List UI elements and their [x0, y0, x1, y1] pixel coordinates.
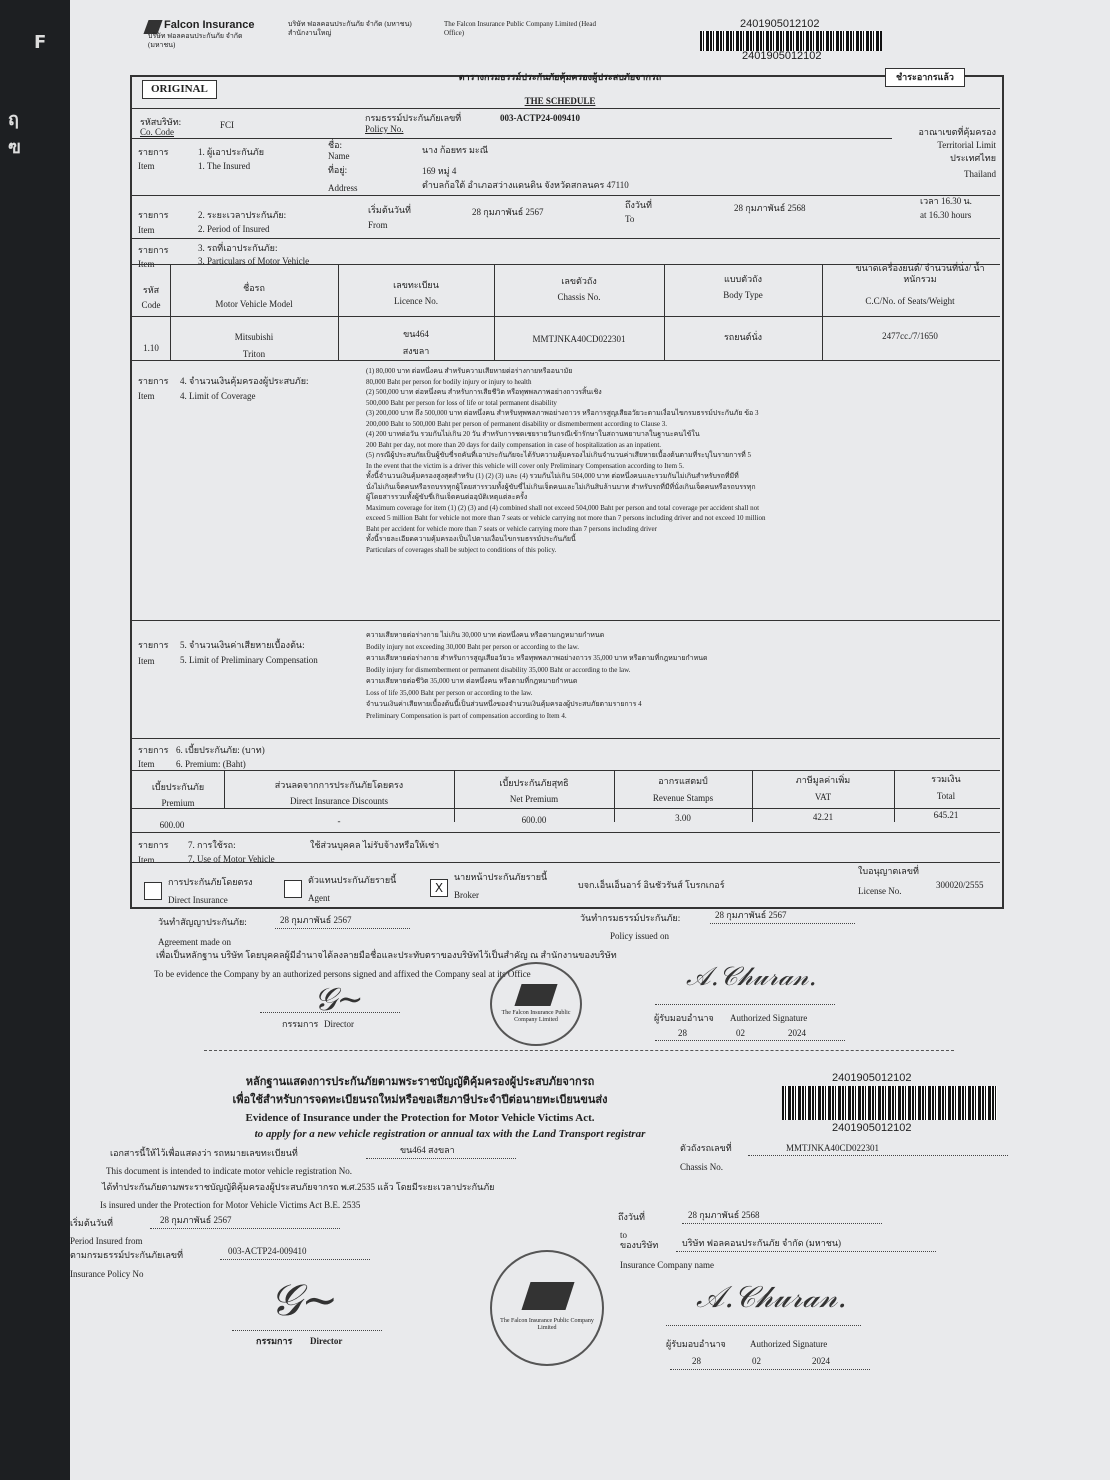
vehicle-header-chassis-thai: เลขตัวถัง — [561, 276, 597, 286]
vehicle-header-chassis: Chassis No. — [557, 292, 601, 302]
insured-statement-thai: ได้ทำประกันภัยตามพระราชบัญญัติคุ้มครองผู้ประสบภัยจากรถ พ.ศ.2535 แล้ว โดยมีระยะเวลาประกันภัย — [102, 1182, 495, 1192]
broker-label-thai: นายหน้าประกันภัยรายนี้ — [454, 872, 548, 882]
preliminary-label: 5. Limit of Preliminary Compensation — [180, 655, 318, 665]
evidence-policy-label: Insurance Policy No — [70, 1269, 144, 1279]
agent-checkbox[interactable] — [284, 880, 302, 898]
document-statement-thai: เอกสารนี้ให้ไว้เพื่อแสดงว่า รถหมายเลขทะเบียนที่ — [110, 1148, 298, 1158]
top-barcode-number: 2401905012102 — [742, 50, 822, 62]
preliminary-line: ความเสียหายต่อร่างกาย ไม่เกิน 30,000 บาท ต่อหนึ่งคน หรือตามกฎหมายกำหนด — [366, 631, 605, 639]
agreement-date: 28 กุมภาพันธ์ 2567 — [280, 915, 352, 925]
net-premium-header-thai: เบี้ยประกันภัยสุทธิ — [499, 778, 569, 788]
item-4-label-thai: รายการ — [138, 376, 169, 386]
evidence-director-signature: 𝒢∼ — [270, 1275, 339, 1326]
item-6-label-thai: รายการ — [138, 745, 169, 755]
use-label-thai: 7. การใช้รถ: — [188, 840, 236, 850]
policy-ref-top: 2401905012102 — [740, 18, 820, 30]
territorial-label-thai: อาณาเขตที่คุ้มครอง — [918, 127, 996, 137]
agreement-label: Agreement made on — [158, 937, 231, 947]
stamps-header: Revenue Stamps — [652, 793, 714, 803]
coverage-line: นั่งไม่เกินเจ็ดคนหรือรถบรรทุกผู้โดยสารรวมทั้งผู้ขับขี่ไม่เกินเจ็ดคนและไม่เกินสิบล้านบาท สำหรับรถที่มีที่นั่งเกินเจ็ดคนหรือรถบรรทุก — [366, 482, 756, 491]
premium-label-thai: 6. เบี้ยประกันภัย: (บาท) — [176, 745, 265, 755]
broker-name: บจก.เอ็นเอ็นอาร์ อินชัวรันส์ โบรกเกอร์ — [578, 880, 725, 890]
territorial-value-thai: ประเทศไทย — [950, 153, 996, 163]
evidence-authorized-label-thai: ผู้รับมอบอำนาจ — [666, 1339, 726, 1349]
evidence-from-label: Period Insured from — [70, 1236, 143, 1246]
vehicle-header-spec: C.C/No. of Seats/Weight — [865, 296, 955, 306]
chassis-number: MMTJNKA40CD022301 — [532, 334, 626, 344]
co-code-label: Co. Code — [140, 127, 175, 137]
coverage-line: (2) 500,000 บาท ต่อหนึ่งคน สำหรับการเสียชีวิต หรือทุพพลภาพอย่างถาวรสิ้นเชิง — [366, 388, 602, 396]
item-7-label: Item — [138, 855, 155, 865]
preliminary-details — [366, 630, 996, 722]
co-code-value: FCI — [220, 120, 235, 130]
original-label: ORIGINAL — [142, 80, 217, 99]
vehicle-header-model-thai: ชื่อรถ — [243, 283, 265, 293]
vehicle-header-spec-thai: ขนาดเครื่องยนต์/ จำนวนที่นั่ง/ น้ำหนักรวม — [855, 263, 985, 284]
coverage-line: ทั้งนี้จำนวนเงินคุ้มครองสูงสุดสำหรับ (1) (2) (3) และ (4) รวมกันไม่เกิน 504,000 บาท ต่อหนึ่งคนและรวมกันไม่เกินสำหรับรถที่มีที่ — [366, 472, 739, 480]
evidence-title-en-1: Evidence of Insurance under the Protection for Motor Vehicle Victims Act. — [245, 1112, 595, 1124]
preliminary-line: Loss of life 35,000 Baht per person or according to the law. — [366, 688, 533, 697]
address-label: Address — [328, 183, 358, 193]
stamps-value: 3.00 — [675, 813, 691, 823]
evidence-barcode-number: 2401905012102 — [832, 1122, 912, 1134]
coverage-label-thai: 4. จำนวนเงินคุ้มครองผู้ประสบภัย: — [180, 376, 309, 386]
sign-year: 2024 — [788, 1028, 806, 1038]
item-6-label: Item — [138, 759, 155, 769]
territorial-value: Thailand — [964, 169, 996, 179]
premium-value: 600.00 — [159, 820, 185, 830]
evidence-company-value: บริษัท ฟอลคอนประกันภัย จำกัด (มหาชน) — [682, 1238, 842, 1248]
evidence-authorized-signature: 𝒜.𝒞𝒽𝓊𝓇𝒶𝓃. — [696, 1280, 847, 1315]
discount-value: - — [337, 816, 341, 826]
evidence-to-date: 28 กุมภาพันธ์ 2568 — [688, 1210, 760, 1220]
broker-label: Broker — [454, 890, 479, 900]
item-4-label: Item — [138, 391, 155, 401]
total-header: Total — [936, 791, 956, 801]
evidence-director-label: Director — [310, 1336, 343, 1346]
from-label-thai: เริ่มต้นวันที่ — [368, 205, 411, 215]
net-premium-header: Net Premium — [509, 794, 559, 804]
coverage-line: 80,000 Baht per person for bodily injury or injury to health — [366, 377, 532, 386]
coverage-label: 4. Limit of Coverage — [180, 391, 256, 401]
policy-document — [70, 0, 1110, 1480]
policy-no-label-thai: กรมธรรม์ประกันภัยเลขที่ — [365, 113, 462, 123]
vehicle-header-licence: Licence No. — [394, 296, 438, 306]
from-label: From — [368, 220, 388, 230]
co-code-label-thai: รหัสบริษัท: — [140, 117, 182, 127]
stamp-paid-label: ชำระอากรแล้ว — [885, 68, 965, 87]
evidence-policy-label-thai: ตามกรมธรรม์ประกันภัยเลขที่ — [70, 1250, 184, 1260]
insured-label-thai: 1. ผู้เอาประกันภัย — [198, 147, 264, 157]
director-label: Director — [324, 1019, 354, 1029]
evidence-barcode-number-top: 2401905012102 — [832, 1072, 912, 1084]
preliminary-line: ความเสียหายต่อร่างกาย สำหรับการสูญเสียอวัยวะ หรือทุพพลภาพอย่างถาวร 35,000 บาท หรือตามที่กฎหมายกำหนด — [366, 654, 708, 662]
evidence-sign-day: 28 — [692, 1356, 701, 1366]
premium-label: 6. Premium: (Baht) — [176, 759, 246, 769]
vat-value: 42.21 — [812, 812, 834, 822]
key-thai-1: ฤ — [8, 109, 19, 130]
evidence-statement: To be evidence the Company by an authorized persons signed and affixed the Company seal at its Office — [154, 969, 531, 979]
item-5-label-thai: รายการ — [138, 640, 169, 650]
evidence-company-seal — [490, 1250, 604, 1366]
to-label-thai: ถึงวันที่ — [625, 200, 652, 210]
coverage-line: In the event that the victim is a driver this vehicle will cover only Preliminary Compensation according to Item 5. — [366, 461, 685, 470]
item-2-label-thai: รายการ — [138, 210, 169, 220]
coverage-line: Baht per accident for vehicle more than 7 seats or vehicle carrying more than 7 persons including driver — [366, 524, 657, 533]
sign-day: 28 — [678, 1028, 687, 1038]
coverage-line: 500,000 Baht per person for loss of life or total permanent disability — [366, 398, 557, 407]
vat-header-thai: ภาษีมูลค่าเพิ่ม — [795, 775, 851, 785]
address-thai: บริษัท ฟอลคอนประกันภัย จำกัด (มหาชน) สำนักงานใหญ่ — [288, 20, 412, 37]
evidence-from-label-thai: เริ่มต้นวันที่ — [70, 1218, 113, 1228]
evidence-statement-thai: เพื่อเป็นหลักฐาน บริษัท โดยบุคคลผู้มีอำนาจได้ลงลายมือชื่อและประทับตราของบริษัทไว้เป็นสำคัญ ณ สำนักงานของบริษัท — [156, 950, 617, 960]
evidence-barcode — [782, 1086, 997, 1120]
agreement-label-thai: วันทำสัญญาประกันภัย: — [158, 917, 247, 927]
vehicle-model: Triton — [242, 349, 266, 359]
authorized-label-thai: ผู้รับมอบอำนาจ — [654, 1013, 714, 1023]
preliminary-line: จำนวนเงินค่าเสียหายเบื้องต้นนี้เป็นส่วนหนึ่งของจำนวนเงินคุ้มครองผู้ประสบภัยตามรายการ 4 — [366, 700, 642, 708]
seal-text: The Falcon Insurance Public Company Limited — [501, 1010, 571, 1023]
premium-header: Premium — [161, 798, 195, 808]
item-3-label: Item — [138, 259, 155, 269]
evidence-director-label-thai: กรรมการ — [256, 1336, 293, 1346]
coverage-line: (4) 200 บาทต่อวัน รวมกันไม่เกิน 20 วัน สำหรับการชดเชยรายวันกรณีเข้ารักษาในสถานพยาบาลในฐานะคนไข้ใน — [366, 430, 700, 438]
vehicle-code: 1.10 — [143, 343, 159, 353]
period-label-thai: 2. ระยะเวลาประกันภัย: — [198, 210, 287, 220]
coverage-details — [366, 366, 996, 555]
company-name-thai: บริษัท ฟอลคอนประกันภัย จำกัด (มหาชน) — [148, 32, 243, 49]
coverage-line: Particulars of coverages shall be subject to conditions of this policy. — [366, 545, 557, 554]
net-premium-value: 600.00 — [521, 815, 547, 825]
insured-statement: Is insured under the Protection for Motor Vehicle Victims Act B.E. 2535 — [100, 1200, 361, 1210]
direct-insurance-checkbox[interactable] — [144, 882, 162, 900]
evidence-to-label: to — [620, 1230, 628, 1240]
premium-header-thai: เบี้ยประกันภัย — [151, 782, 205, 792]
key-f: F — [34, 32, 47, 53]
evidence-authorized-label: Authorized Signature — [750, 1339, 828, 1349]
policy-no-value: 003-ACTP24-009410 — [500, 113, 580, 123]
time-english: at 16.30 hours — [920, 210, 972, 220]
evidence-title-thai-2: เพื่อใช้สำหรับการจดทะเบียนรถใหม่หรือขอเสียภาษีประจำปีต่อนายทะเบียนขนส่ง — [232, 1094, 608, 1106]
discount-header: Direct Insurance Discounts — [290, 796, 388, 806]
evidence-from-date: 28 กุมภาพันธ์ 2567 — [160, 1215, 232, 1225]
direct-insurance-label-thai: การประกันภัยโดยตรง — [168, 877, 253, 887]
company-name: Falcon Insurance — [164, 19, 255, 31]
agent-label: Agent — [308, 893, 330, 903]
coverage-line: 200,000 Baht to 500,000 Baht per person of permanent disability or dismemberment according to Clause 3. — [366, 419, 667, 428]
insured-label: 1. The Insured — [198, 161, 251, 171]
total-header-thai: รวมเงิน — [931, 774, 961, 784]
vehicle-header-model: Motor Vehicle Model — [215, 299, 293, 309]
total-value: 645.21 — [933, 810, 959, 820]
document-statement: This document is intended to indicate motor vehicle registration No. — [106, 1166, 352, 1176]
agent-label-thai: ตัวแทนประกันภัยรายนี้ — [308, 875, 397, 885]
from-date: 28 กุมภาพันธ์ 2567 — [472, 207, 544, 217]
evidence-company-label: Insurance Company name — [620, 1260, 714, 1270]
coverage-line: Maximum coverage for item (1) (2) (3) and (4) combined shall not exceed 504,000 Baht per person and total coverage per accident shall not — [366, 503, 760, 512]
director-signature: 𝒢∼ — [314, 980, 364, 1018]
preliminary-line: Bodily injury not exceeding 30,000 Baht per person or according to the law. — [366, 642, 579, 651]
period-label: 2. Period of Insured — [198, 224, 270, 234]
vehicle-header-code: Code — [141, 300, 161, 310]
schedule-title-thai: ตารางกรมธรรม์ประกันภัยคุ้มครองผู้ประสบภัยจากรถ — [458, 72, 662, 82]
issued-label-thai: วันทำกรมธรรม์ประกันภัย: — [580, 913, 681, 923]
evidence-falcon-seal-icon — [521, 1282, 574, 1310]
license-number: 300020/2555 — [936, 880, 984, 890]
vehicle-header-body: Body Type — [723, 290, 763, 300]
coverage-line: (5) กรณีผู้ประสบภัยเป็นผู้ขับขี่รถคันที่เอาประกันภัยจะได้รับความคุ้มครองไม่เกินจำนวนค่าเสียหายเบื้องต้นตามที่ระบุในรายการที่ 5 — [366, 451, 751, 459]
falcon-seal-icon — [514, 984, 557, 1006]
coverage-line: 200 Baht per day, not more than 20 days for daily compensation in case of hospitalization as an inpatient. — [366, 440, 662, 449]
registration-value: ขน464 สงขลา — [400, 1145, 455, 1155]
top-barcode — [700, 31, 882, 51]
licence-province: สงขลา — [402, 346, 430, 356]
stamps-header-thai: อากรแสตมป์ — [658, 776, 708, 786]
use-label: 7. Use of Motor Vehicle — [188, 854, 275, 864]
evidence-company-label-thai: ของบริษัท — [620, 1240, 659, 1250]
evidence-chassis-value: MMTJNKA40CD022301 — [786, 1143, 880, 1153]
vehicle-header-licence-thai: เลขทะเบียน — [393, 280, 439, 290]
address-label-thai: ที่อยู่: — [328, 165, 348, 175]
company-seal — [490, 962, 582, 1046]
vehicle-label-thai: 3. รถที่เอาประกันภัย: — [198, 243, 278, 253]
time-thai: เวลา 16.30 น. — [920, 196, 972, 206]
engine-spec: 2477cc./7/1650 — [882, 331, 938, 341]
sign-month: 02 — [736, 1028, 745, 1038]
to-label: To — [625, 214, 635, 224]
issued-label: Policy issued on — [610, 931, 670, 941]
to-date: 28 กุมภาพันธ์ 2568 — [734, 203, 806, 213]
vehicle-header-code-thai: รหัส — [142, 285, 160, 295]
schedule-title-english: THE SCHEDULE — [524, 96, 596, 106]
evidence-to-label-thai: ถึงวันที่ — [618, 1212, 645, 1222]
preliminary-line: ความเสียหายต่อชีวิต 35,000 บาท ต่อหนึ่งคน หรือตามที่กฎหมายกำหนด — [366, 677, 578, 685]
preliminary-label-thai: 5. จำนวนเงินค่าเสียหายเบื้องต้น: — [180, 640, 305, 650]
key-thai-2: ฃ — [8, 137, 21, 158]
vehicle-label: 3. Particulars of Motor Vehicle — [198, 256, 310, 266]
name-label: Name — [328, 151, 350, 161]
insured-name: นาง ก้อยทร มะณี — [422, 145, 489, 155]
broker-checkbox[interactable]: X — [430, 879, 448, 897]
coverage-line: ทั้งนี้รายละเอียดความคุ้มครองเป็นไปตามเงื่อนไขกรมธรรม์ประกันภัยนี้ — [366, 535, 576, 543]
item-3-label-thai: รายการ — [138, 245, 169, 255]
authorized-signature: 𝒜.𝒞𝒽𝓊𝓇𝒶𝓃. — [686, 962, 817, 992]
chassis-label: Chassis No. — [680, 1162, 724, 1172]
coverage-line: ผู้โดยสารรวมทั้งผู้ขับขี่เกินเจ็ดคนต่ออุบัติเหตุแต่ละครั้ง — [366, 493, 528, 501]
evidence-policy-value: 003-ACTP24-009410 — [228, 1246, 307, 1256]
name-label-thai: ชื่อ: — [328, 140, 343, 150]
discount-header-thai: ส่วนลดจากการประกันภัยโดยตรง — [274, 780, 404, 790]
address-english: The Falcon Insurance Public Company Limited (Head Office) — [444, 20, 597, 37]
license-label-thai: ใบอนุญาตเลขที่ — [858, 866, 919, 876]
policy-no-label: Policy No. — [365, 124, 404, 134]
preliminary-line: Bodily injury for dismemberment or permanent disability 35,000 Baht or according to the law. — [366, 665, 631, 674]
preliminary-line: Preliminary Compensation is part of compensation according to Item 4. — [366, 711, 567, 720]
direct-insurance-label: Direct Insurance — [168, 895, 228, 905]
director-label-thai: กรรมการ — [282, 1019, 319, 1029]
insured-address-2: ตำบลก้อใต้ อำเภอสว่างแดนดิน จังหวัดสกลนคร 47110 — [422, 180, 629, 190]
license-label: License No. — [858, 886, 902, 896]
coverage-line: exceed 5 million Baht for vehicle not more than 7 seats or vehicle carrying not more than 7 persons including driver and not exceed 10 million — [366, 514, 766, 522]
chassis-label-thai: ตัวถังรถเลขที่ — [680, 1143, 732, 1153]
item-7-label-thai: รายการ — [138, 840, 169, 850]
vehicle-make: Mitsubishi — [234, 332, 274, 342]
evidence-seal-text: The Falcon Insurance Public Company Limited — [500, 1318, 594, 1331]
coverage-line: (1) 80,000 บาท ต่อหนึ่งคน สำหรับความเสียหายต่อร่างกายหรืออนามัย — [366, 367, 573, 375]
vat-header: VAT — [814, 792, 832, 802]
evidence-title-en-2: to apply for a new vehicle registration or annual tax with the Land Transport registrar — [254, 1128, 646, 1140]
vehicle-header-body-thai: แบบตัวถัง — [724, 274, 762, 284]
licence-number: ขน464 — [403, 329, 429, 339]
item-1-label: Item — [138, 161, 155, 171]
use-value: ใช้ส่วนบุคคล ไม่รับจ้างหรือให้เช่า — [310, 840, 440, 850]
evidence-sign-year: 2024 — [812, 1356, 830, 1366]
item-2-label: Item — [138, 225, 155, 235]
territorial-label: Territorial Limit — [937, 140, 996, 150]
authorized-label: Authorized Signature — [730, 1013, 808, 1023]
item-1-label-thai: รายการ — [138, 147, 169, 157]
evidence-sign-month: 02 — [752, 1356, 761, 1366]
evidence-title-thai-1: หลักฐานแสดงการประกันภัยตามพระราชบัญญัติคุ้มครองผู้ประสบภัยจากรถ — [245, 1076, 595, 1088]
insured-address-1: 169 หมู่ 4 — [422, 166, 457, 176]
body-type: รถยนต์นั่ง — [723, 332, 763, 342]
item-5-label: Item — [138, 656, 155, 666]
coverage-line: (3) 200,000 บาท ถึง 500,000 บาท ต่อหนึ่งคน สำหรับทุพพลภาพอย่างถาวร หรือการสูญเสียอวัยวะตามเงื่อนไขกรมธรรม์ประกันภัย ข้อ 3 — [366, 409, 759, 417]
cut-line — [204, 1050, 954, 1051]
issued-date: 28 กุมภาพันธ์ 2567 — [715, 910, 787, 920]
